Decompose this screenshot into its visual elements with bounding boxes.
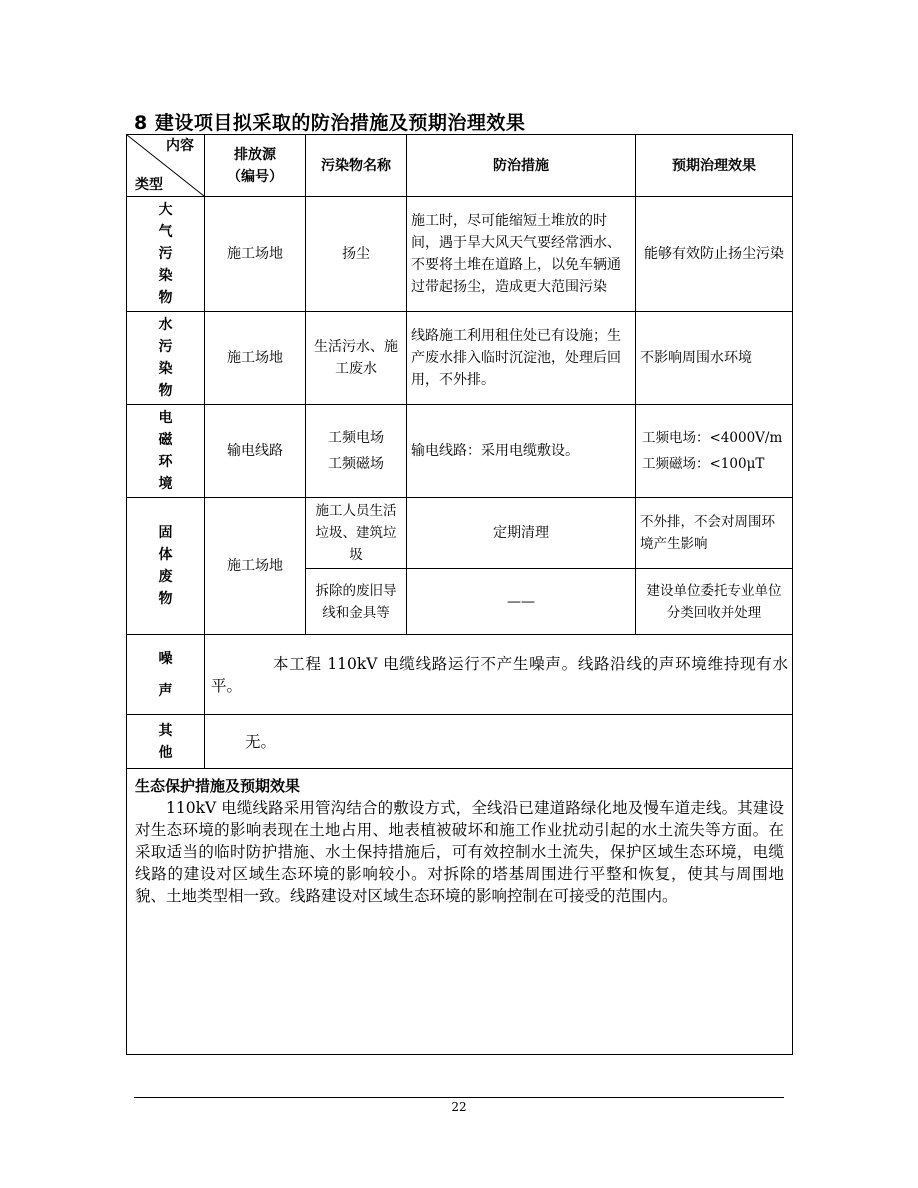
measures-table bbox=[126, 134, 793, 1055]
solid-pollutant-2: 拆除的废旧导线和金具等 bbox=[306, 569, 407, 635]
table-row-eco bbox=[127, 769, 793, 1055]
type-other: 其 他 bbox=[127, 715, 205, 769]
air-source: 施工场地 bbox=[205, 197, 306, 312]
type-water: 水 污 染 物 bbox=[127, 312, 205, 405]
header-effect: 预期治理效果 bbox=[636, 135, 793, 197]
water-effect: 不影响周围水环境 bbox=[636, 312, 793, 405]
footer-divider bbox=[134, 1097, 784, 1098]
solid-pollutant-1: 施工人员生活垃圾、建筑垃圾 bbox=[306, 498, 407, 569]
em-measures: 输电线路：采用电缆敷设。 bbox=[407, 405, 636, 498]
table-row-other bbox=[127, 715, 793, 769]
eco-cell bbox=[127, 769, 793, 1055]
section-title: 8 建设项目拟采取的防治措施及预期治理效果 bbox=[134, 112, 526, 134]
eco-text: 110kV 电缆线路采用管沟结合的敷设方式，全线沿已建道路绿化地及慢车道走线。其建设对生态环境的影响表现在土地占用、地表植被破坏和施工作业扰动引起的水土流失等方面。在采取适当的临时防护措施、水土保持措施后，可有效控制水土流失，保护区域生态环境，电缆线路的建设对区域生态环境的影响较小。对拆除的塔基周围进行平整和恢复，使其与周围地貌、土地类型相一致。线路建设对区域生态环境的影响控制在可接受的范围内。 bbox=[135, 799, 784, 905]
page-number: 22 bbox=[451, 1100, 467, 1114]
table-row-noise bbox=[127, 635, 793, 715]
table-row-em bbox=[127, 405, 793, 498]
other-text: 无。 bbox=[205, 715, 793, 769]
corner-header-cell bbox=[127, 135, 205, 197]
solid-measures-2: —— bbox=[407, 569, 636, 635]
em-effect-field: 工频电场：<4000V/m bbox=[642, 430, 783, 446]
corner-content-label: 内容 bbox=[166, 138, 194, 154]
table-row-water bbox=[127, 312, 793, 405]
header-measures: 防治措施 bbox=[407, 135, 636, 197]
table-row-solid-1 bbox=[127, 498, 793, 569]
air-pollutant: 扬尘 bbox=[306, 197, 407, 312]
eco-heading: 生态保护措施及预期效果 bbox=[135, 777, 301, 795]
em-source: 输电线路 bbox=[205, 405, 306, 498]
em-pollutant-field: 工频电场 bbox=[328, 430, 384, 446]
air-measures: 施工时，尽可能缩短土堆放的时间，遇于旱大风天气要经常洒水、不要将土堆在道路上，以免车辆通过带起扬尘，造成更大范围污染 bbox=[407, 197, 636, 312]
table-row-air bbox=[127, 197, 793, 312]
solid-effect-1: 不外排，不会对周围环境产生影响 bbox=[636, 498, 793, 569]
water-source: 施工场地 bbox=[205, 312, 306, 405]
water-measures: 线路施工利用租住处已有设施；生产废水排入临时沉淀池，处理后回用，不外排。 bbox=[407, 312, 636, 405]
solid-source: 施工场地 bbox=[205, 498, 306, 635]
em-effect bbox=[636, 405, 793, 498]
type-em: 电 磁 环 境 bbox=[127, 405, 205, 498]
corner-type-label: 类型 bbox=[135, 177, 163, 193]
type-solid: 固 体 废 物 bbox=[127, 498, 205, 635]
water-pollutant: 生活污水、施工废水 bbox=[306, 312, 407, 405]
em-pollutant-magnetic: 工频磁场 bbox=[328, 456, 384, 472]
table-header-row bbox=[127, 135, 793, 197]
header-pollutant: 污染物名称 bbox=[306, 135, 407, 197]
em-effect-magnetic: 工频磁场：<100μT bbox=[642, 456, 765, 472]
noise-text: 本工程 110kV 电缆线路运行不产生噪声。线路沿线的声环境维持现有水平。 bbox=[205, 635, 793, 715]
type-air: 大 气 污 染 物 bbox=[127, 197, 205, 312]
solid-effect-2: 建设单位委托专业单位分类回收并处理 bbox=[636, 569, 793, 635]
type-noise: 噪 声 bbox=[127, 635, 205, 715]
header-source: 排放源 （编号） bbox=[205, 135, 306, 197]
solid-measures-1: 定期清理 bbox=[407, 498, 636, 569]
air-effect: 能够有效防止扬尘污染 bbox=[636, 197, 793, 312]
em-pollutant bbox=[306, 405, 407, 498]
